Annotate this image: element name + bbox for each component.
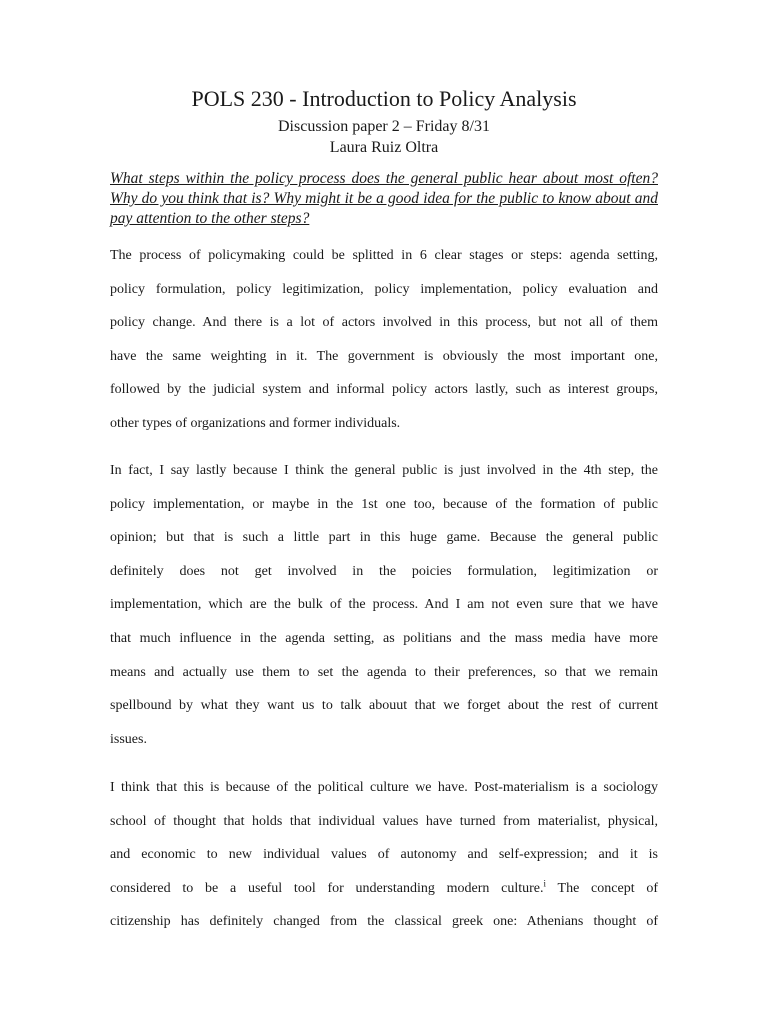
paragraph-line: and economic to new individual values of autonomy and self-expression; and it is (110, 847, 658, 863)
paragraph-line: other types of organizations and former individuals. (110, 415, 401, 431)
paragraph-line-with-footnote (110, 872, 658, 906)
paragraph-line: policy formulation, policy legitimization, policy implementation, policy evaluation and (110, 281, 658, 297)
paragraph-line: In fact, I say lastly because I think the general public is just involved in the 4th step, the (110, 463, 658, 478)
paragraph-line: means and actually use them to set the agenda to their preferences, so that we remain (110, 664, 658, 680)
paragraph-line: followed by the judicial system and informal policy actors lastly, such as interest groups, (110, 382, 658, 398)
paragraph-line: implementation, which are the bulk of the process. And I am not even sure that we have (110, 597, 658, 613)
discussion-question: What steps within the policy process does the general public hear about most often? Why do you think that is? Why might it be a good idea for the public to know about and pay attention to the other steps? (110, 170, 658, 227)
paragraph-line: opinion; but that is such a little part in this huge game. Because the general public (110, 530, 658, 546)
paragraph-line: spellbound by what they want us to talk abouut that we forget about the rest of current (110, 698, 658, 714)
paragraph-line: issues. (110, 731, 147, 747)
paragraph-line: that much influence in the agenda setting, as politians and the mass media have more (110, 630, 658, 646)
body-paragraph-1 (110, 239, 658, 441)
paragraph-line: I think that this is because of the political culture we have. Post-materialism is a sociology (110, 780, 658, 795)
paragraph-line: definitely does not get involved in the poicies formulation, legitimization or (110, 563, 658, 579)
paragraph-line: have the same weighting in it. The government is obviously the most important one, (110, 348, 658, 364)
body-paragraph-2 (110, 454, 658, 756)
paragraph-line: school of thought that holds that individual values have turned from materialist, physical, (110, 813, 658, 829)
paragraph-line-continuation: The concept of (546, 880, 658, 896)
paragraph-line: policy implementation, or maybe in the 1st one too, because of the formation of public (110, 496, 658, 512)
paragraph-line: policy change. And there is a lot of actors involved in this process, but not all of them (110, 315, 658, 331)
body-paragraph-3 (110, 771, 658, 939)
document-title: POLS 230 - Introduction to Policy Analysis (191, 86, 577, 111)
paragraph-line: citizenship has definitely changed from the classical greek one: Athenians thought of (110, 914, 658, 930)
document-subtitle: Discussion paper 2 – Friday 8/31 (278, 118, 490, 135)
document-author: Laura Ruiz Oltra (329, 139, 439, 156)
footnote-marker[interactable]: i (543, 878, 547, 889)
paragraph-line: The process of policymaking could be splitted in 6 clear stages or steps: agenda setting, (110, 248, 658, 263)
paragraph-line-text: considered to be a useful tool for understanding modern culture. (110, 880, 544, 896)
